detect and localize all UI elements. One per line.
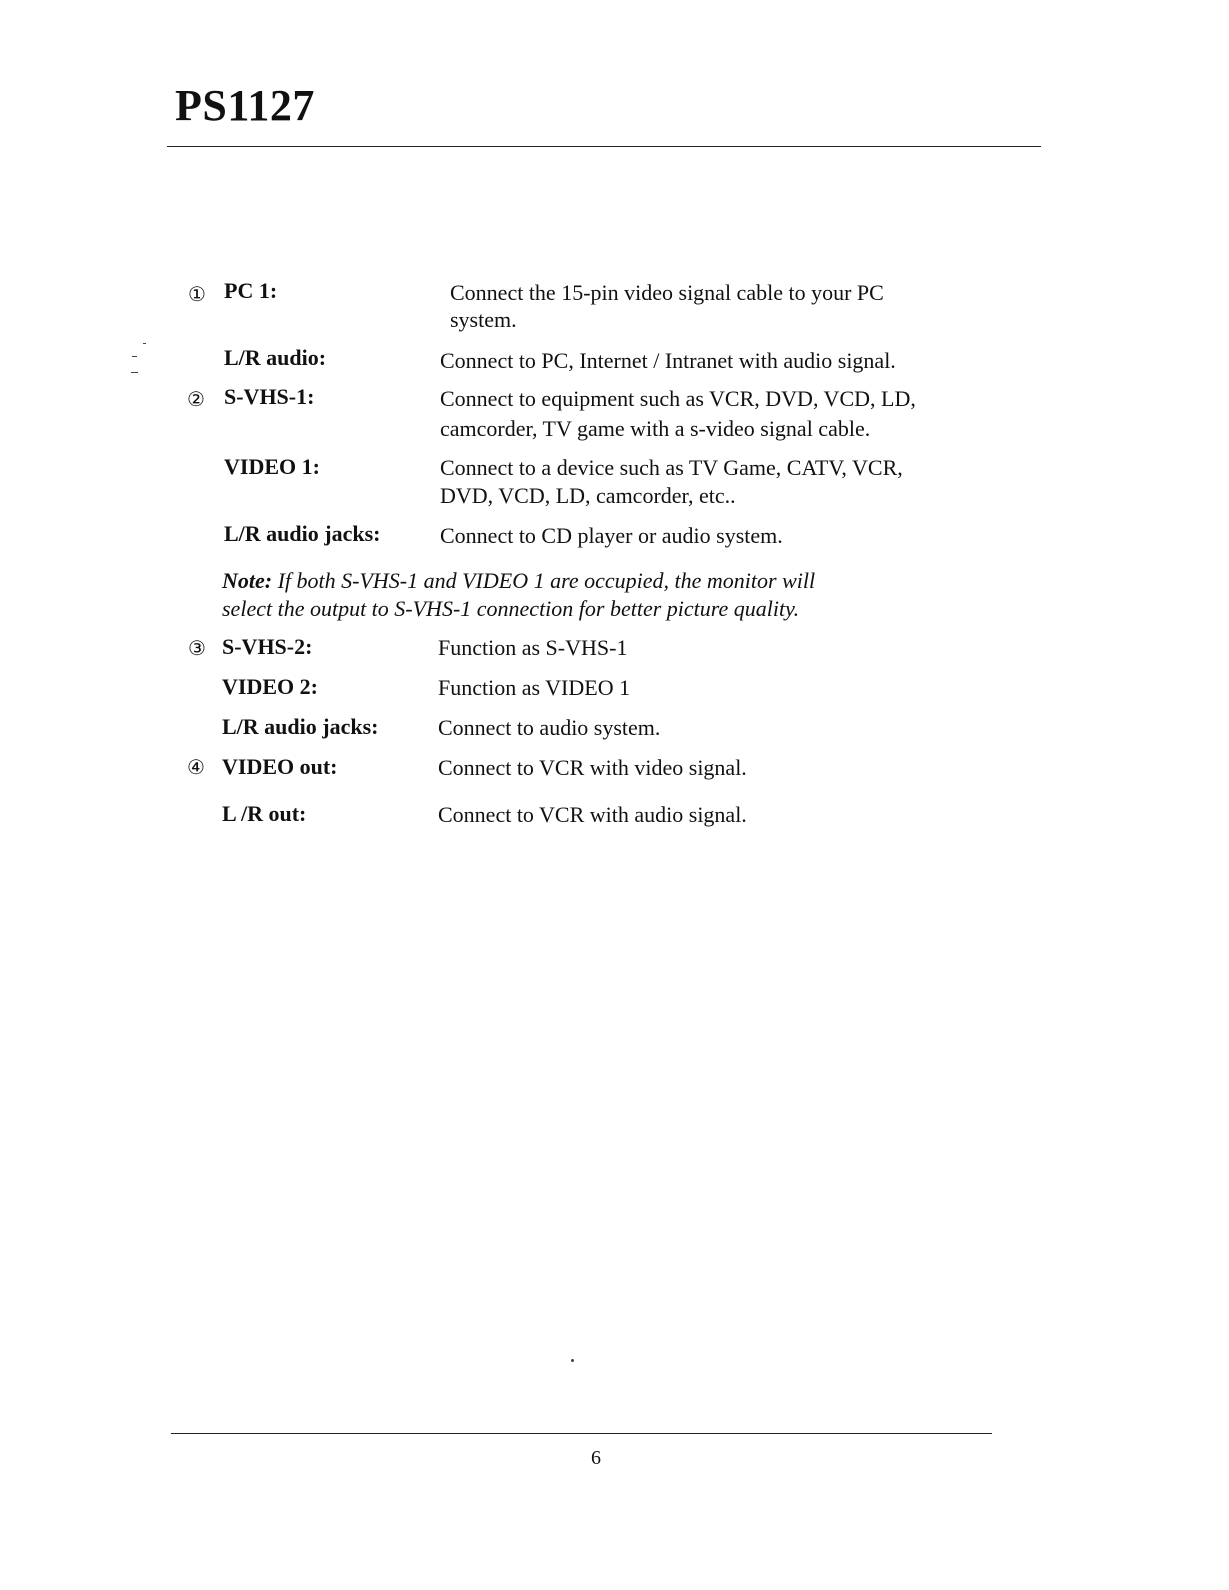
desc-lr-out: Connect to VCR with audio signal. — [438, 802, 747, 827]
document-title: PS1127 — [175, 81, 315, 130]
scan-speck — [131, 372, 138, 373]
note-label: Note: — [222, 568, 273, 593]
page-number: 6 — [591, 1447, 601, 1469]
desc-svhs1-line2: camcorder, TV game with a s-video signal cable. — [440, 416, 871, 441]
desc-pc1-line2: system. — [450, 307, 517, 332]
term-video1: VIDEO 1: — [224, 454, 320, 479]
desc-video2: Function as VIDEO 1 — [438, 675, 631, 700]
desc-svhs1-line1: Connect to equipment such as VCR, DVD, VCD, LD, — [440, 386, 916, 411]
desc-svhs2: Function as S-VHS-1 — [438, 635, 628, 660]
marker-1: ① — [188, 282, 206, 306]
marker-2: ② — [187, 387, 205, 411]
term-lr-out: L /R out: — [222, 801, 307, 826]
desc-pc1-line1: Connect the 15-pin video signal cable to your PC — [450, 280, 884, 305]
header-rule — [167, 146, 1041, 147]
note-line-1 — [222, 567, 815, 595]
scan-speck — [143, 343, 146, 344]
desc-lr-audio-jacks-2: Connect to audio system. — [438, 715, 661, 740]
term-video2: VIDEO 2: — [222, 674, 318, 699]
marker-3: ③ — [188, 636, 206, 660]
term-lr-audio-jacks-2: L/R audio jacks: — [222, 714, 379, 739]
term-pc1: PC 1: — [224, 278, 278, 303]
scan-speck — [132, 356, 137, 357]
footer-rule — [171, 1433, 992, 1434]
scan-speck — [571, 1359, 574, 1362]
desc-lr-audio: Connect to PC, Internet / Intranet with audio signal. — [440, 348, 896, 373]
note-line-2: select the output to S-VHS-1 connection for better picture quality. — [222, 596, 800, 621]
term-svhs2: S-VHS-2: — [222, 634, 313, 659]
desc-video1-line1: Connect to a device such as TV Game, CATV, VCR, — [440, 455, 903, 480]
term-video-out: VIDEO out: — [222, 754, 338, 779]
marker-4: ④ — [187, 755, 205, 779]
desc-lr-audio-jacks-1: Connect to CD player or audio system. — [440, 523, 783, 548]
term-lr-audio: L/R audio: — [224, 345, 327, 370]
note-text-1: If both S-VHS-1 and VIDEO 1 are occupied, the monitor will — [272, 568, 816, 593]
term-svhs1: S-VHS-1: — [224, 384, 315, 409]
desc-video1-line2: DVD, VCD, LD, camcorder, etc.. — [440, 483, 736, 508]
desc-video-out: Connect to VCR with video signal. — [438, 755, 747, 780]
term-lr-audio-jacks-1: L/R audio jacks: — [224, 521, 381, 546]
note-paragraph — [222, 567, 815, 623]
